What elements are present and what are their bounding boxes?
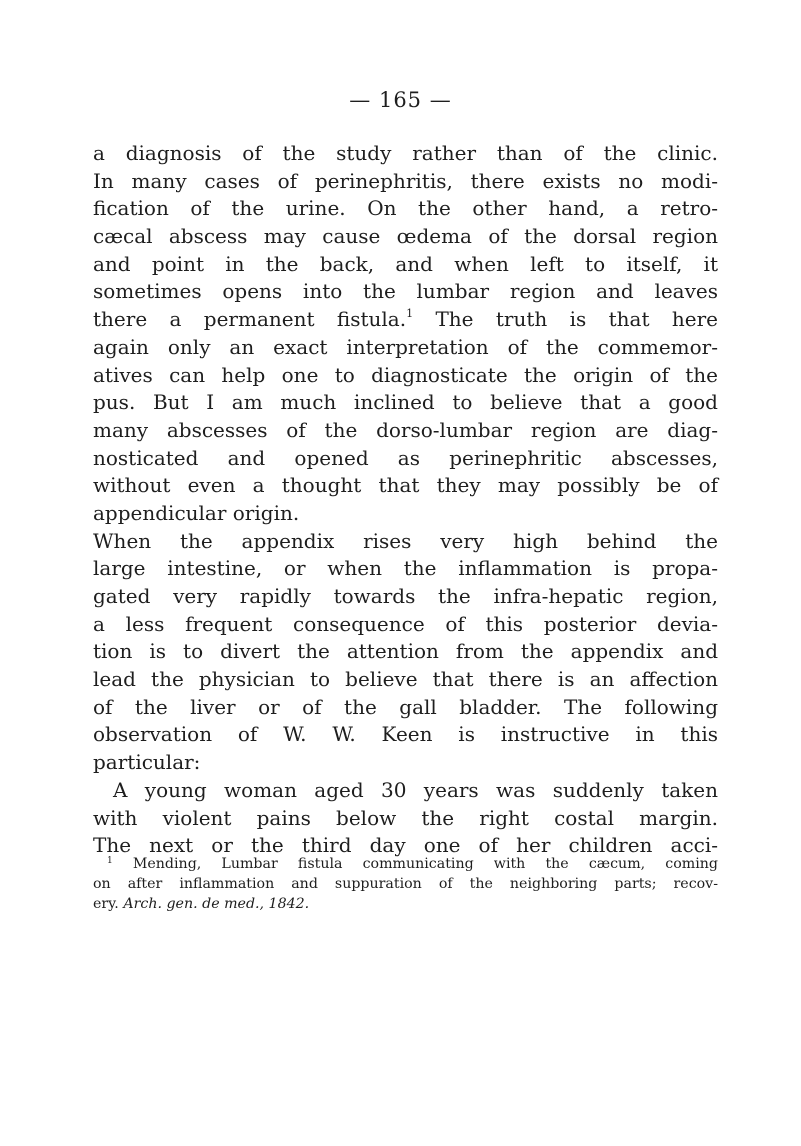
body-text [93, 140, 718, 860]
text-fragment: there a permanent fistula. [93, 307, 407, 332]
text-line: cæcal abscess may cause œdema of the dorsal region [93, 224, 718, 249]
page-number: — 165 — [349, 88, 452, 112]
footnote-text: Mending, Lumbar fistula communicating with the cæcum, coming [132, 856, 718, 872]
text-line: many abscesses of the dorso-lumbar region are diag- [93, 417, 718, 442]
text-fragment: The truth is that here [435, 307, 718, 332]
text-line: A young woman aged 30 years was suddenly taken [113, 777, 718, 802]
text-line: with violent pains below the right costal margin. [93, 805, 718, 830]
text-line: lead the physician to believe that there is an affection [93, 667, 718, 692]
text-line: observation of W. W. Keen is instructive in this [93, 722, 718, 747]
footnote-line [93, 894, 718, 914]
text-line: large intestine, or when the inflammation is propa- [93, 556, 718, 581]
text-line: and point in the back, and when left to itself, it [93, 251, 718, 276]
footnote-text: ery. [93, 896, 119, 912]
text-line: a less frequent consequence of this posterior devia- [93, 611, 718, 636]
text-line: sometimes opens into the lumbar region and leaves [93, 279, 718, 304]
text-line: The next or the third day one of her children acci- [93, 833, 718, 858]
footnote-line: on after inflammation and suppuration of the neighboring parts; recov- [93, 876, 718, 892]
text-line: pus. But I am much inclined to believe that a good [93, 390, 718, 415]
text-line [93, 306, 718, 334]
text-line: When the appendix rises very high behind the [93, 528, 718, 553]
text-line: a diagnosis of the study rather than of the clinic. [93, 141, 718, 165]
text-line: nosticated and opened as perinephritic abscesses, [93, 445, 718, 470]
footnote-citation: Arch. gen. de med., 1842. [123, 896, 310, 912]
text-line: of the liver or of the gall bladder. The following [93, 694, 718, 719]
footnote [93, 854, 718, 914]
footnote-line [93, 854, 718, 874]
text-line: fication of the urine. On the other hand, a retro- [93, 196, 718, 221]
footnote-mark: 1 [107, 856, 113, 866]
text-line: gated very rapidly towards the infra-hepatic region, [93, 584, 718, 608]
footnote-reference: 1 [406, 307, 414, 321]
text-line: tion is to divert the attention from the appendix and [93, 639, 718, 664]
text-line: atives can help one to diagnosticate the origin of the [93, 362, 718, 387]
text-line: particular: [93, 750, 201, 775]
text-line: appendicular origin. [93, 500, 300, 525]
text-line: without even a thought that they may possibly be of [93, 473, 718, 498]
text-line: In many cases of perinephritis, there exists no modi- [93, 168, 718, 193]
text-line: again only an exact interpretation of the commemor- [93, 334, 718, 359]
